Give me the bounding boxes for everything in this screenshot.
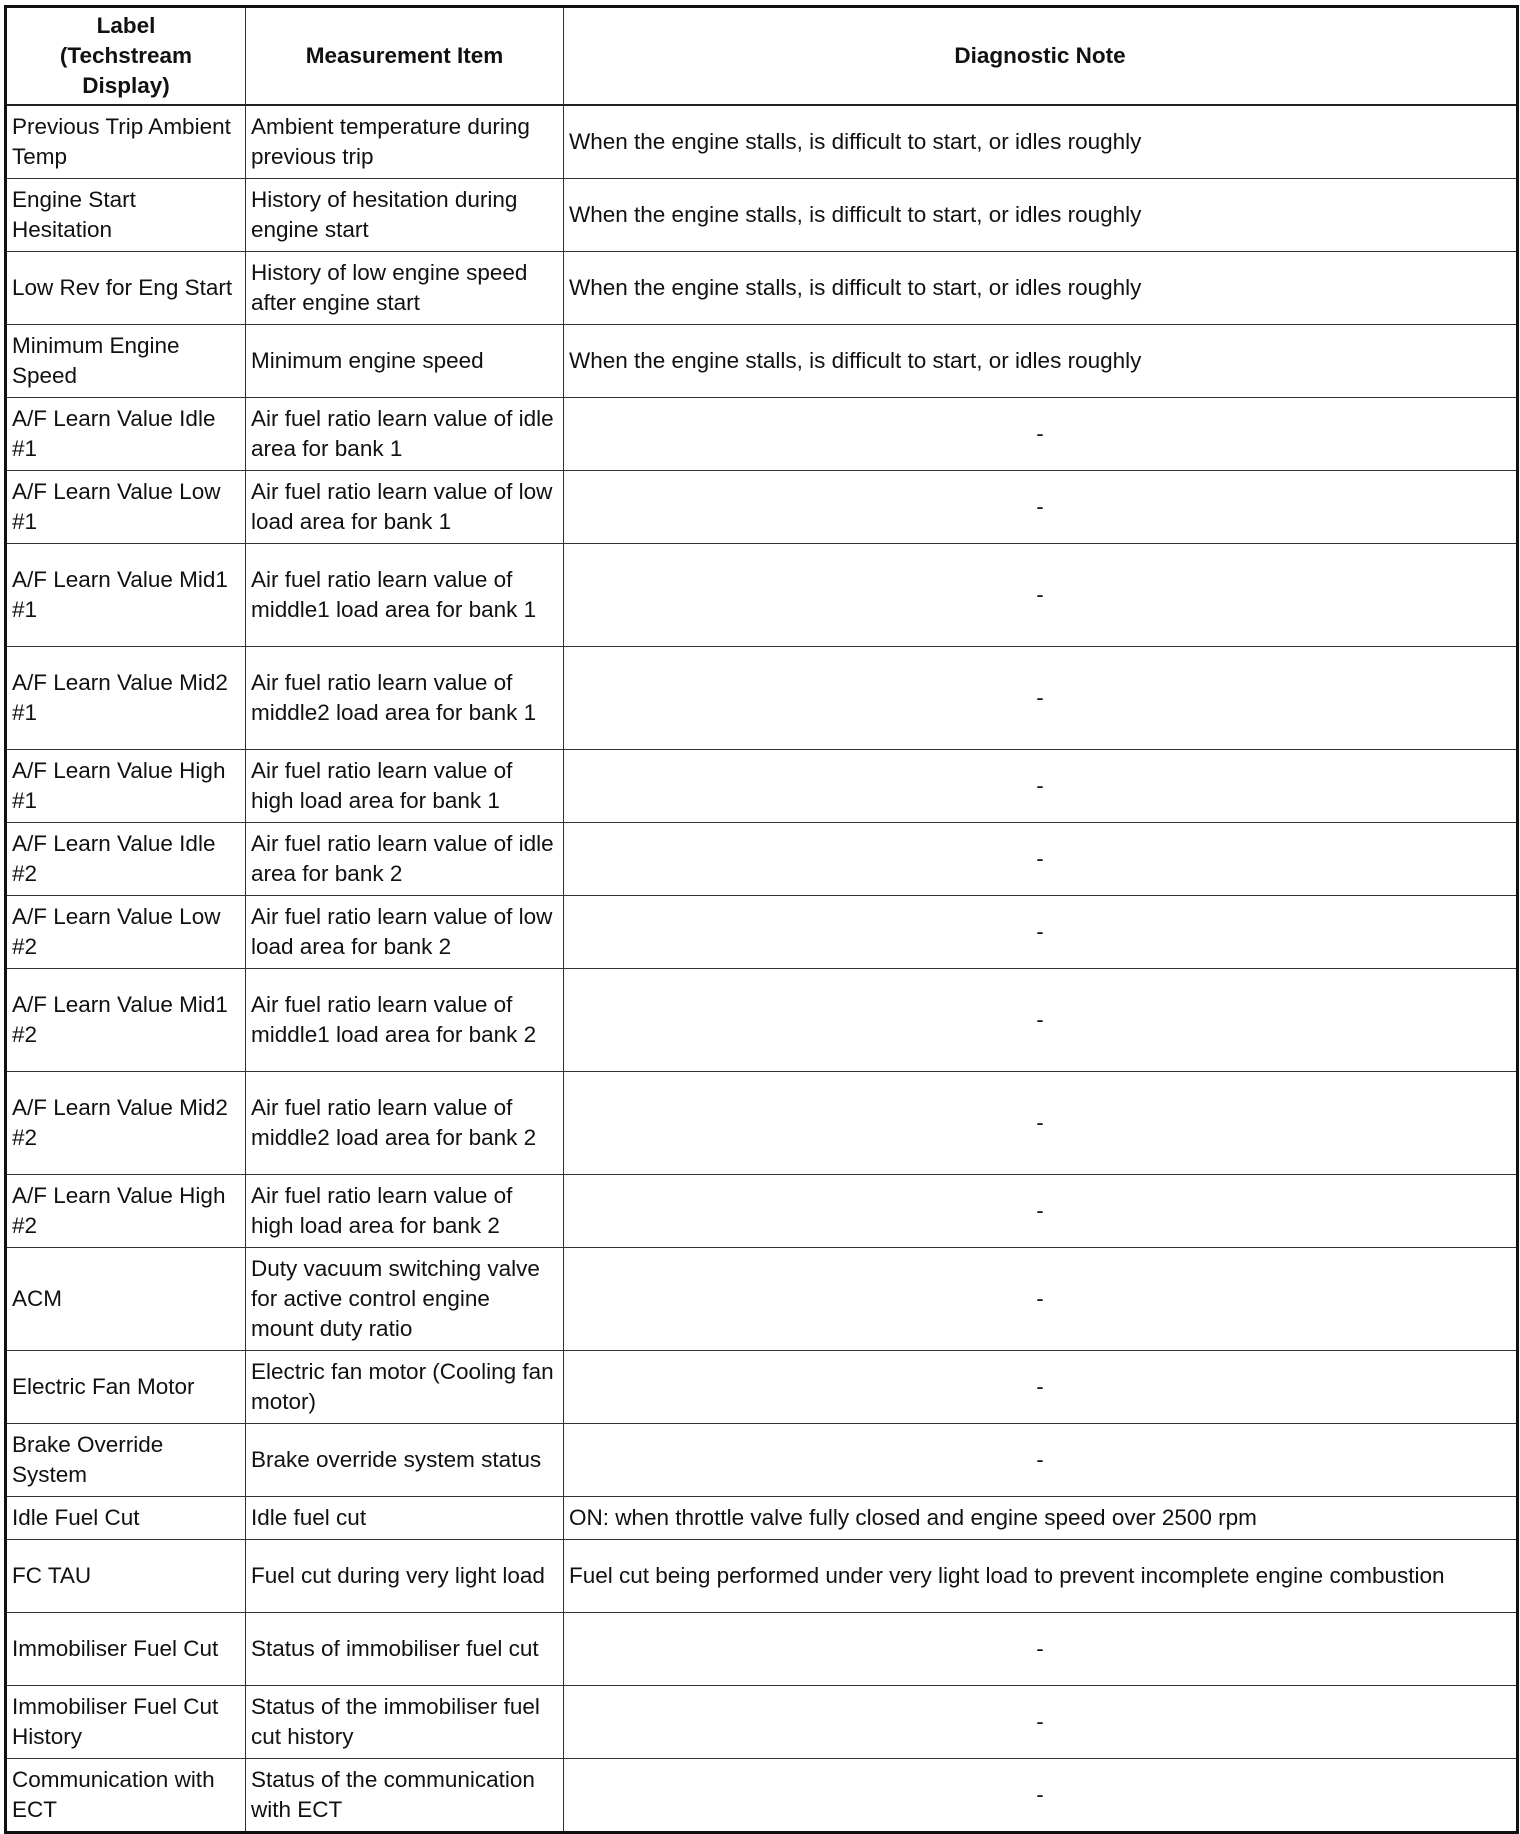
cell-measurement-item: Air fuel ratio learn value of low load area for bank 2 xyxy=(246,896,564,969)
cell-label: A/F Learn Value Idle #1 xyxy=(6,398,246,471)
cell-measurement-item: Air fuel ratio learn value of idle area for bank 1 xyxy=(246,398,564,471)
cell-diagnostic-note: - xyxy=(564,750,1518,823)
header-measurement-item: Measurement Item xyxy=(246,7,564,106)
table-row xyxy=(6,471,1518,544)
cell-diagnostic-note: - xyxy=(564,1759,1518,1833)
table-row xyxy=(6,325,1518,398)
cell-measurement-item: Status of the immobiliser fuel cut history xyxy=(246,1686,564,1759)
table-row xyxy=(6,896,1518,969)
table-row xyxy=(6,647,1518,750)
cell-label: Low Rev for Eng Start xyxy=(6,252,246,325)
cell-label: Minimum Engine Speed xyxy=(6,325,246,398)
cell-label: Brake Override System xyxy=(6,1424,246,1497)
cell-label: Immobiliser Fuel Cut History xyxy=(6,1686,246,1759)
cell-diagnostic-note: - xyxy=(564,969,1518,1072)
data-list-table xyxy=(4,5,1519,1834)
cell-diagnostic-note: - xyxy=(564,398,1518,471)
cell-measurement-item: History of low engine speed after engine start xyxy=(246,252,564,325)
table-row xyxy=(6,1759,1518,1833)
table-header xyxy=(6,7,1518,106)
cell-measurement-item: Status of immobiliser fuel cut xyxy=(246,1613,564,1686)
cell-diagnostic-note: - xyxy=(564,823,1518,896)
table-row xyxy=(6,1540,1518,1613)
cell-measurement-item: Air fuel ratio learn value of middle2 load area for bank 2 xyxy=(246,1072,564,1175)
table-row xyxy=(6,1248,1518,1351)
cell-diagnostic-note: - xyxy=(564,544,1518,647)
table-row xyxy=(6,1613,1518,1686)
cell-diagnostic-note: When the engine stalls, is difficult to start, or idles roughly xyxy=(564,252,1518,325)
cell-measurement-item: History of hesitation during engine start xyxy=(246,179,564,252)
table-row xyxy=(6,1351,1518,1424)
cell-measurement-item: Minimum engine speed xyxy=(246,325,564,398)
table-row xyxy=(6,544,1518,647)
cell-label: A/F Learn Value Mid1 #1 xyxy=(6,544,246,647)
table-row xyxy=(6,969,1518,1072)
cell-measurement-item: Air fuel ratio learn value of middle1 load area for bank 2 xyxy=(246,969,564,1072)
cell-measurement-item: Duty vacuum switching valve for active control engine mount duty ratio xyxy=(246,1248,564,1351)
cell-diagnostic-note: - xyxy=(564,896,1518,969)
cell-diagnostic-note: - xyxy=(564,1351,1518,1424)
cell-diagnostic-note: Fuel cut being performed under very light load to prevent incomplete engine combustion xyxy=(564,1540,1518,1613)
cell-label: A/F Learn Value Mid2 #2 xyxy=(6,1072,246,1175)
cell-measurement-item: Brake override system status xyxy=(246,1424,564,1497)
cell-diagnostic-note: - xyxy=(564,647,1518,750)
cell-measurement-item: Air fuel ratio learn value of high load area for bank 2 xyxy=(246,1175,564,1248)
cell-label: Previous Trip Ambient Temp xyxy=(6,105,246,179)
cell-label: A/F Learn Value Low #2 xyxy=(6,896,246,969)
cell-measurement-item: Air fuel ratio learn value of idle area for bank 2 xyxy=(246,823,564,896)
header-row xyxy=(6,7,1518,106)
table-row xyxy=(6,1686,1518,1759)
cell-measurement-item: Fuel cut during very light load xyxy=(246,1540,564,1613)
cell-measurement-item: Air fuel ratio learn value of low load area for bank 1 xyxy=(246,471,564,544)
table-row xyxy=(6,1175,1518,1248)
cell-diagnostic-note: - xyxy=(564,1248,1518,1351)
cell-label: Immobiliser Fuel Cut xyxy=(6,1613,246,1686)
cell-measurement-item: Air fuel ratio learn value of high load area for bank 1 xyxy=(246,750,564,823)
table-row xyxy=(6,823,1518,896)
cell-diagnostic-note: - xyxy=(564,471,1518,544)
table-body xyxy=(6,105,1518,1833)
table-row xyxy=(6,105,1518,179)
header-label: Label (Techstream Display) xyxy=(6,7,246,106)
cell-label: FC TAU xyxy=(6,1540,246,1613)
cell-measurement-item: Ambient temperature during previous trip xyxy=(246,105,564,179)
cell-diagnostic-note: - xyxy=(564,1175,1518,1248)
cell-label: A/F Learn Value Low #1 xyxy=(6,471,246,544)
cell-label: A/F Learn Value Idle #2 xyxy=(6,823,246,896)
cell-measurement-item: Air fuel ratio learn value of middle2 load area for bank 1 xyxy=(246,647,564,750)
cell-label: Electric Fan Motor xyxy=(6,1351,246,1424)
cell-label: A/F Learn Value High #1 xyxy=(6,750,246,823)
table-row xyxy=(6,179,1518,252)
cell-label: A/F Learn Value High #2 xyxy=(6,1175,246,1248)
cell-label: Communication with ECT xyxy=(6,1759,246,1833)
cell-diagnostic-note: When the engine stalls, is difficult to start, or idles roughly xyxy=(564,325,1518,398)
cell-diagnostic-note: - xyxy=(564,1613,1518,1686)
cell-measurement-item: Electric fan motor (Cooling fan motor) xyxy=(246,1351,564,1424)
table-row xyxy=(6,398,1518,471)
table-row xyxy=(6,750,1518,823)
cell-diagnostic-note: When the engine stalls, is difficult to start, or idles roughly xyxy=(564,179,1518,252)
cell-diagnostic-note: - xyxy=(564,1686,1518,1759)
cell-label: Engine Start Hesitation xyxy=(6,179,246,252)
cell-measurement-item: Air fuel ratio learn value of middle1 load area for bank 1 xyxy=(246,544,564,647)
table-row xyxy=(6,252,1518,325)
document-page xyxy=(4,5,1516,1834)
table-row xyxy=(6,1072,1518,1175)
cell-label: Idle Fuel Cut xyxy=(6,1497,246,1540)
cell-measurement-item: Idle fuel cut xyxy=(246,1497,564,1540)
cell-diagnostic-note: ON: when throttle valve fully closed and engine speed over 2500 rpm xyxy=(564,1497,1518,1540)
cell-diagnostic-note: - xyxy=(564,1424,1518,1497)
cell-diagnostic-note: - xyxy=(564,1072,1518,1175)
cell-label: A/F Learn Value Mid1 #2 xyxy=(6,969,246,1072)
cell-measurement-item: Status of the communication with ECT xyxy=(246,1759,564,1833)
header-diagnostic-note: Diagnostic Note xyxy=(564,7,1518,106)
cell-label: ACM xyxy=(6,1248,246,1351)
cell-label: A/F Learn Value Mid2 #1 xyxy=(6,647,246,750)
table-row xyxy=(6,1497,1518,1540)
cell-diagnostic-note: When the engine stalls, is difficult to start, or idles roughly xyxy=(564,105,1518,179)
table-row xyxy=(6,1424,1518,1497)
